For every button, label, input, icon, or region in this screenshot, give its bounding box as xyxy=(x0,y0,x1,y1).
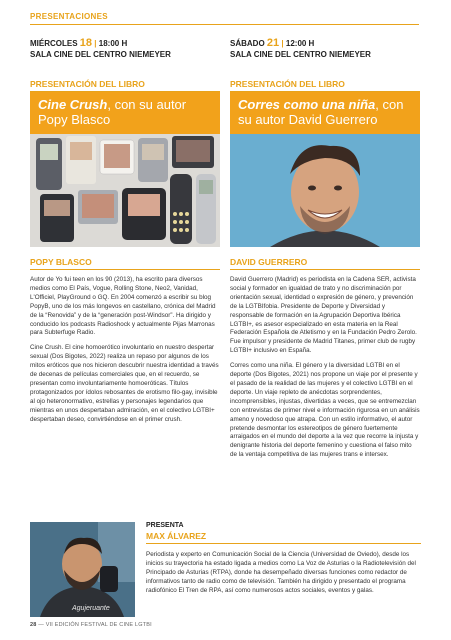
event-venue: SALA CINE DEL CENTRO NIEMEYER xyxy=(30,50,171,59)
author-photo xyxy=(230,134,420,247)
author-bio-paragraph: Autor de Yo fui teen en los 90 (2013), ha escrito para diversos medios como El País, Vogue, Rolling Stone, Neo2, Vanidad, L'Officiel, PlayGround o GQ. En 2004 comenzó a escribir su blog PopyB, uno de los más longevos en castellano, crónica del Madrid de la “Renovida” y de la “generación post-Windsor”. Ha dirigido y conducido los podcasts Radioshock y actualmente Pijas Marronas para Subterfuge Radio. xyxy=(30,276,216,337)
book-title-box xyxy=(30,92,220,134)
event-day: 18 xyxy=(79,37,93,49)
book-title: Corres como una niña xyxy=(238,97,376,112)
presenter-label: PRESENTA xyxy=(146,522,184,529)
author-portrait xyxy=(230,134,420,247)
phones-illustration xyxy=(30,134,220,247)
event-separator: | xyxy=(281,39,284,48)
phones-photo xyxy=(30,134,220,247)
author-rule xyxy=(230,269,420,270)
presenter-block xyxy=(146,522,421,596)
event-weekday: MIÉRCOLES xyxy=(30,39,78,48)
author-heading: DAVID GUERRERO xyxy=(230,257,308,267)
page-footer xyxy=(30,622,152,628)
book-title-box xyxy=(230,92,420,134)
event-day: 21 xyxy=(266,37,280,49)
book-synopsis-paragraph: Corres como una niña. El género y la diversidad LGTBI en el deporte (Dos Bigotes, 2021) nos propone un viaje por el presente y el pasado de la realidad de las mujeres y el colectivo LGTBI en el deporte. Un viaje repleto de anécdotas sorprendentes, incomprensibles, injustas, divertidas a veces, que se entremezclan con entrevistas de primer nivel e información rigurosa en un análisis ameno y novedoso que atrapa. Con un estilo informativo, el autor pretende desmontar los estereotipos de género fuertemente arraigados en el mundo del deporte a la vez que recorre la injusta y denigrante historia del deporte femenino y cuestiona el falso mito de la ventaja competitiva de las mujeres trans e intersex. xyxy=(230,362,420,459)
book-title-rest: , con su autor Popy Blasco xyxy=(38,97,187,127)
author-heading: POPY BLASCO xyxy=(30,257,92,267)
footer-text: VII EDICIÓN FESTIVAL DE CINE LGTBI xyxy=(45,622,152,628)
presenter-rule xyxy=(146,543,421,544)
book-title-rest: , con su autor David Guerrero xyxy=(238,97,404,127)
event-time: 12:00 H xyxy=(285,39,315,48)
author-bio xyxy=(30,276,220,425)
shirt-print: Agujeruante xyxy=(72,605,110,612)
book-title: Cine Crush xyxy=(38,97,108,112)
event-separator: | xyxy=(94,39,97,48)
presentation-label: PRESENTACIÓN DEL LIBRO xyxy=(30,79,145,89)
header-rule xyxy=(30,24,419,25)
event-date xyxy=(230,38,420,49)
author-bio-paragraph: David Guerrero (Madrid) es periodista en la Cadena SER, activista social y formador en igualdad de trato y no discriminación por orientación sexual, identidad o expresión de género, y prevención de la LGTBIfobia. Presidente de Deporte y Diversidad y responsable de formación en la Agrupación Deportiva Ibérica LGTBI+, es asesor especializado en esta materia en la Real Federación Española de Atletismo y en la Fundación Pedro Zerolo. Fue impulsor y presidente de Madrid Titanes, primer club de rugby LGTBI+ inclusivo en España. xyxy=(230,276,417,355)
presenter-photo xyxy=(30,522,135,617)
event-weekday: SÁBADO xyxy=(230,39,265,48)
event-time: 18:00 H xyxy=(98,39,128,48)
event-column-right xyxy=(230,38,420,466)
presenter-portrait xyxy=(30,522,135,617)
event-venue: SALA CINE DEL CENTRO NIEMEYER xyxy=(230,50,371,59)
presenter-name: MAX ÁLVAREZ xyxy=(146,531,207,541)
book-synopsis-paragraph: Cine Crush. El cine homoerótico involuntario en nuestro despertar sexual (Dos Bigotes, 2022) realiza un repaso por algunos de los mitos eróticos que nos hicieron descubrir nuestra identidad a través de decenas de películas comerciales que, en el recuerdo, se presentan como involuntariamente homoeróticas. Títulos protagonizados por ídolos rebosantes de erotismo filo-gay, invisible al ojo heteronormativo, estrellas y personajes legendarios que mientras en unos despertaban admiración, en el colectivo LGTBI+ despertaban deseo, convirtiéndose en el primer crush. xyxy=(30,344,219,423)
event-date xyxy=(30,38,220,49)
event-column-left xyxy=(30,38,220,431)
footer-separator: — xyxy=(38,622,46,628)
author-bio xyxy=(230,276,420,460)
presentation-label: PRESENTACIÓN DEL LIBRO xyxy=(230,79,345,89)
section-title: PRESENTACIONES xyxy=(30,12,108,21)
page-number: 28 xyxy=(30,622,37,628)
presenter-bio: Periodista y experto en Comunicación Social de la Ciencia (Universidad de Oviedo), desde los inicios su trayectoria ha estado ligada a medios como La Voz de Asturias o la Radiotelevisión del Principado de Asturias (RTPA), donde ha desempeñado diversas funciones como redactor de informativos tanto de radio como de televisión. También ha dirigido y presentado el programa radiofónico El Tren de RPA, así como numerosos actos sociales, eventos y galas. xyxy=(146,551,416,594)
author-rule xyxy=(30,269,220,270)
